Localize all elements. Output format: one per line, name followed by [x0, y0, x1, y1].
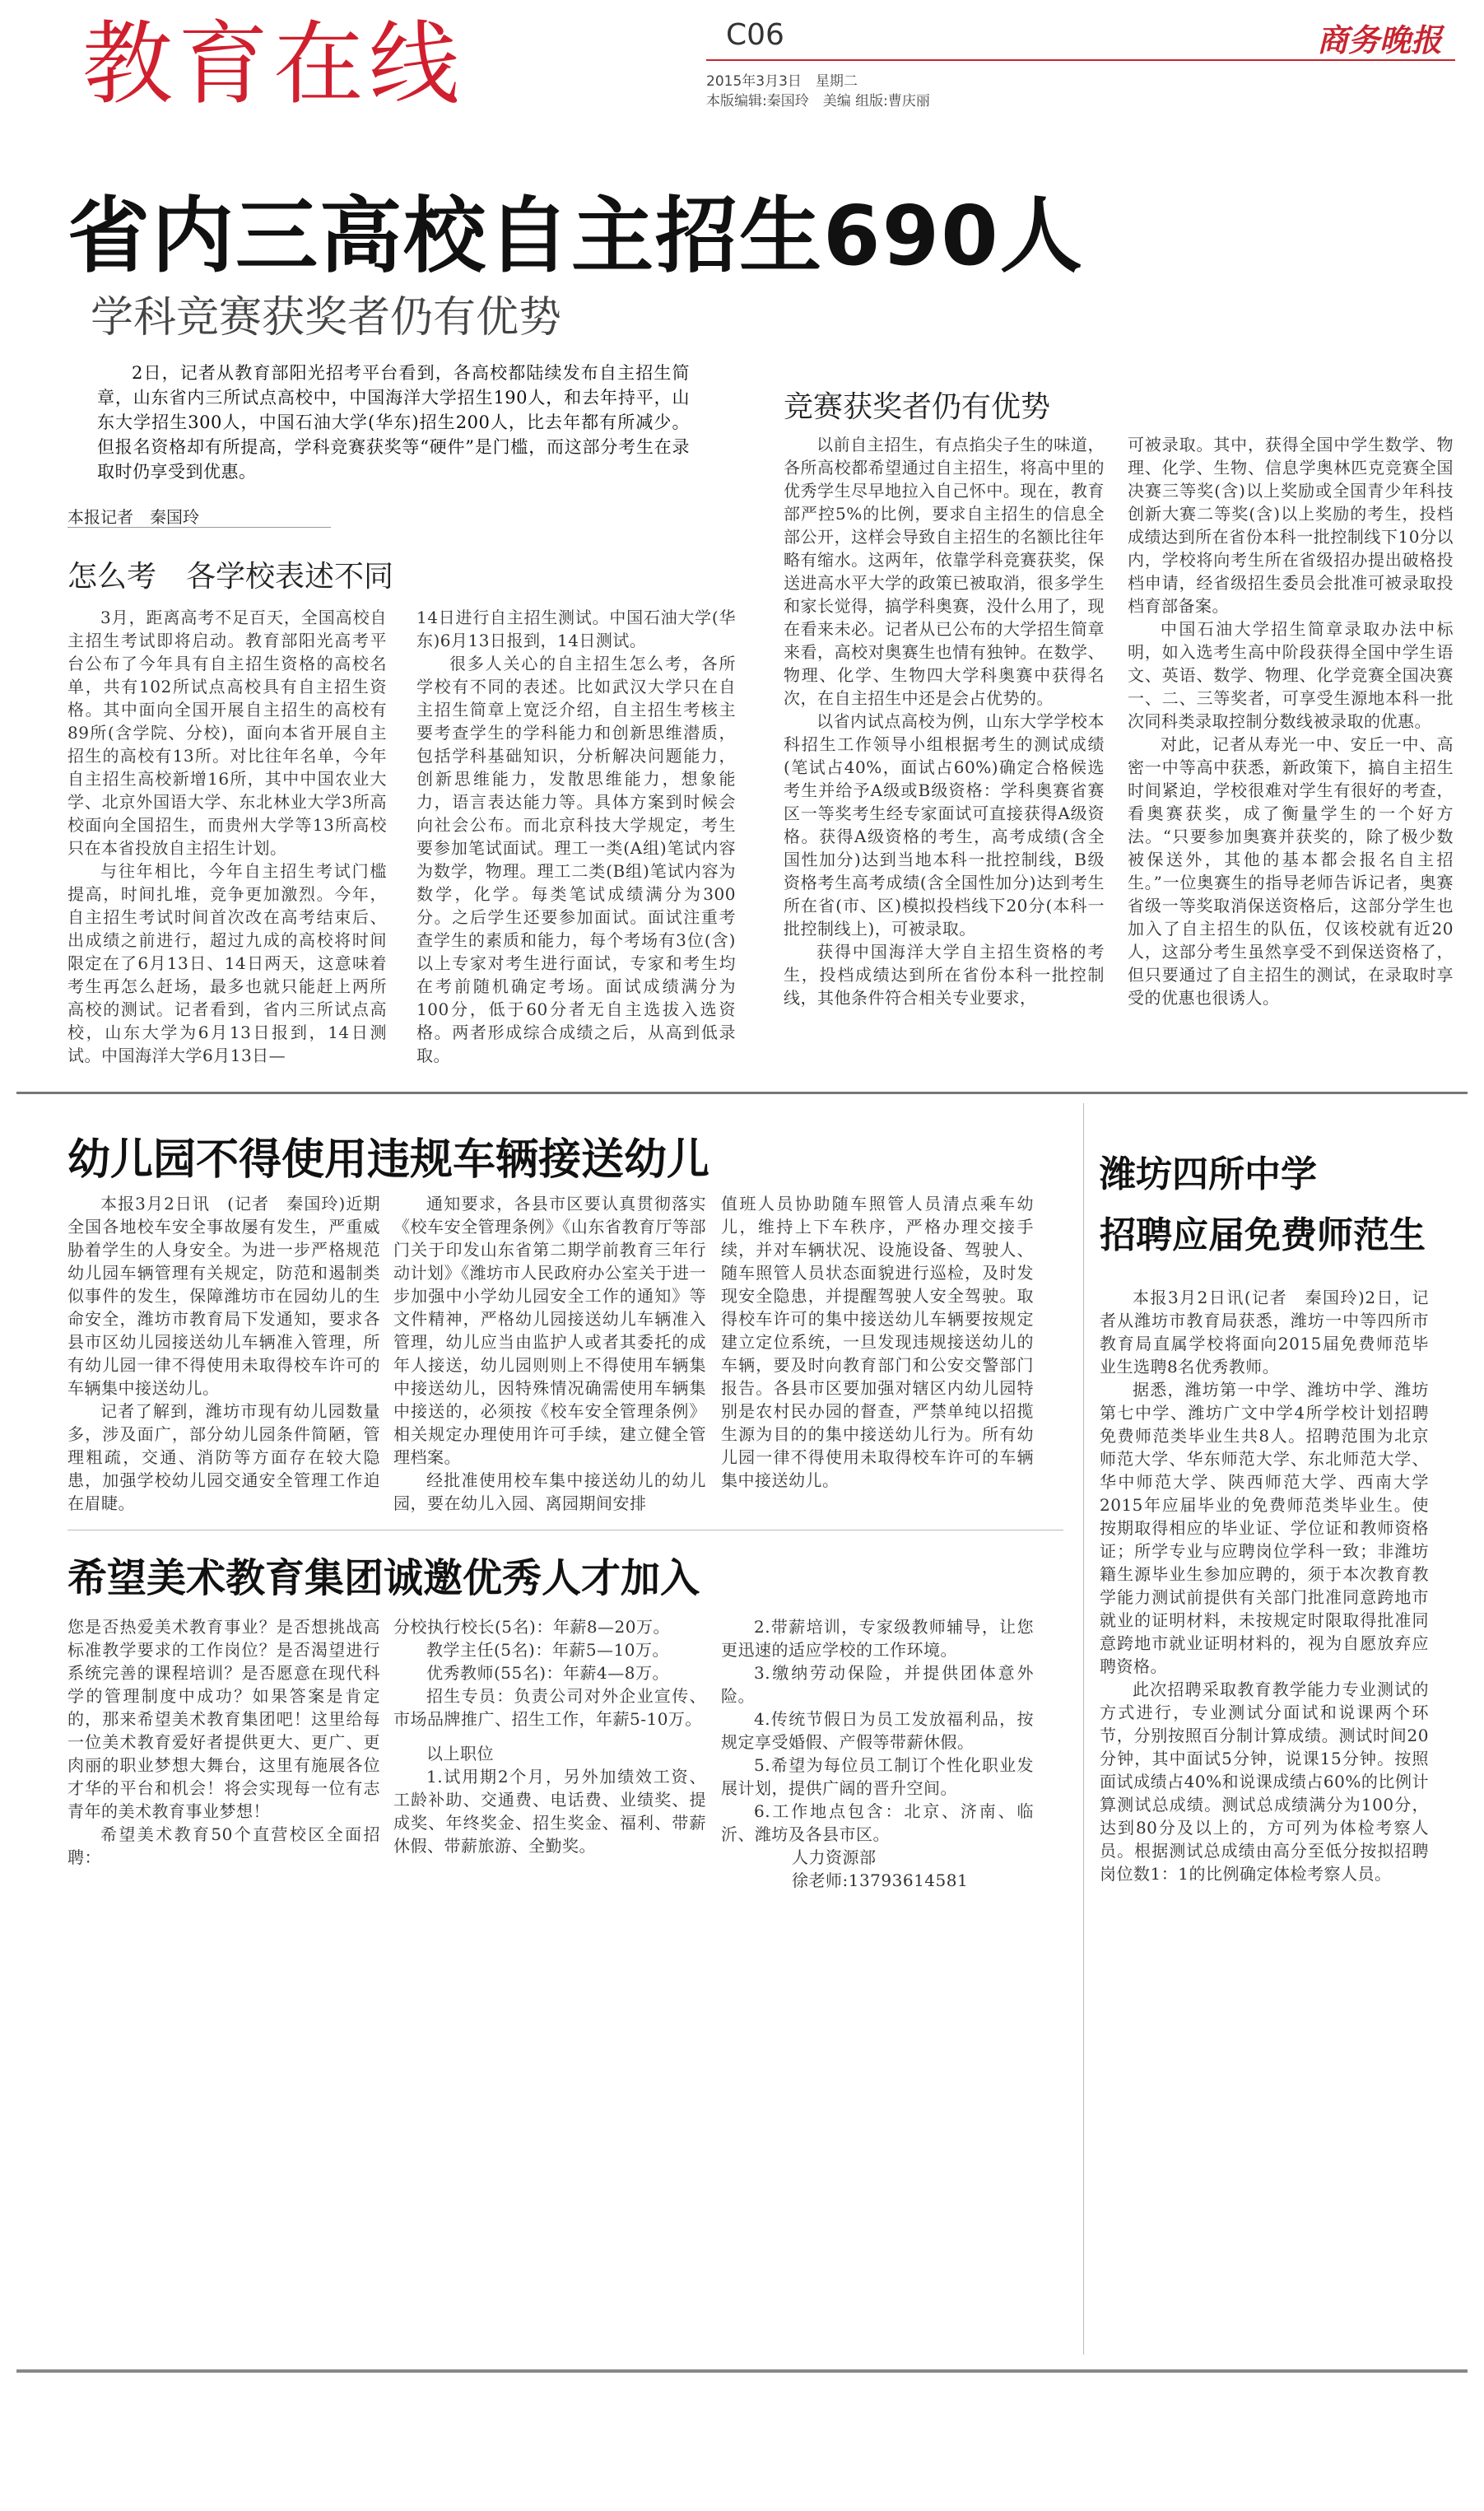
paragraph: 招生专员：负责公司对外企业宣传、市场品牌推广、招生工作，年薪5-10万。 — [393, 1686, 706, 1729]
section2-title: 竞赛获奖者仍有优势 — [784, 390, 1051, 424]
paragraph: 获得中国海洋大学自主招生资格的考生，投档成绩达到所在省份本科一批控制线，其他条件符合相关专业要求， — [784, 942, 1105, 1008]
editor-credits: 本版编辑:秦国玲 美编 组版:曹庆丽 — [706, 93, 930, 109]
paragraph: 与往年相比，今年自主招生考试门槛提高，时间扎堆，竞争更加激烈。今年，自主招生考试时间首次改在高考结束后、出成绩之前进行，超过九成的高校将时间限定在了6月13日、14日两天，这意味着考生再怎么赶场，最多也就只能赶上两所高校的测试。记者看到，省内三所试点高校，山东大学为6月13日报到，14日测试。中国海洋大学6月13日— — [67, 861, 387, 1065]
paragraph: 记者了解到，潍坊市现有幼儿园数量多，涉及面广，部分幼儿园条件简陋，管理粗疏，交通、消防等方面存在较大隐患，加强学校幼儿园交通安全管理工作迫在眉睫。 — [67, 1401, 380, 1513]
paragraph: 值班人员协助随车照管人员清点乘车幼儿，维持上下车秩序，严格办理交接手续，并对车辆状况、设施设备、驾驶人、随车照管人员状态面貌进行巡检，及时发现安全隐患，并提醒驾驶人安全驾驶。取得校车许可的集中接送幼儿车辆要按规定建立定位系统，一旦发现违规接送幼儿的车辆，要及时向教育部门和公安交警部门报告。各县市区要加强对辖区内幼儿园特别是农村民办园的督查，严禁单纯以招揽生源为目的的集中接送幼儿行为。所有幼儿园一律不得使用未取得校车许可的车辆集中接送幼儿。 — [721, 1194, 1034, 1490]
paragraph: 教学主任(5名)：年薪5—10万。 — [426, 1640, 670, 1660]
paragraph: 优秀教师(55名)：年薪4—8万。 — [426, 1663, 670, 1683]
paragraph: 1.试用期2个月，另外加绩效工资、工龄补助、交通费、电话费、业绩奖、提成奖、年终奖金、招生奖金、福利、带薪休假、带薪旅游、全勤奖。 — [393, 1767, 706, 1856]
section-divider — [16, 1092, 1468, 1094]
paragraph: 对此，记者从寿光一中、安丘一中、高密一中等高中获悉，新政策下，搞自主招生时间紧迫，学校很难对学生有很好的考查，看奥赛获奖，成了衡量学生的一个好方法。“只要参加奥赛并获奖的，除了极少数被保送外，其他的基本都会报名自主招生。”一位奥赛生的指导老师告诉记者，奥赛省级一等奖取消保送资格后，这部分学生也加入了自主招生的队伍，仅该校就有近20人，这部分考生虽然享受不到保送资格了，但只要通过了自主招生的测试，在录取时享受的优惠也很诱人。 — [1128, 734, 1454, 1008]
contact-person: 徐老师:13793614581 — [792, 1870, 969, 1890]
article3-divider — [1083, 1103, 1084, 2355]
header-rule — [706, 59, 1455, 61]
paragraph: 6.工作地点包含：北京、济南、临沂、潍坊及各县市区。 — [721, 1801, 1034, 1844]
paragraph: 此次招聘采取教育教学能力专业测试的方式进行，专业测试分面试和说课两个环节，分别按照百分制计算成绩。测试时间20分钟，其中面试5分钟，说课15分钟。按照面试成绩占40%和说课成绩占60%的比例计算测试总成绩。测试总成绩满分为100分，达到80分及以上的，方可列为体检考察人员。根据测试总成绩由高分至低分按拟招聘岗位数1：1的比例确定体检考察人员。 — [1100, 1679, 1429, 1884]
article3-headline-line2: 招聘应届免费师范生 — [1100, 1214, 1426, 1256]
byline-rule — [67, 527, 331, 528]
section-title: 教育在线 — [82, 12, 464, 117]
section1-col1 — [67, 606, 387, 1067]
article4-col3 — [721, 1615, 1034, 1892]
section1-col2 — [416, 606, 736, 1067]
lead-paragraph — [97, 361, 690, 484]
contact-dept: 人力资源部 — [792, 1847, 877, 1867]
article2-col3 — [721, 1192, 1034, 1492]
paragraph: 以前自主招生，有点掐尖子生的味道，各所高校都希望通过自主招生，将高中里的优秀学生尽早地拉入自己怀中。现在，教育部严控5%的比例，要求自主招生的信息全部公开，这样会导致自主招生的名额比往年略有缩水。这两年，依靠学科竞赛获奖，保送进高水平大学的政策已被取消，很多学生和家长觉得，搞学科奥赛，没什么用了，现在看来未必。记者从已公布的大学招生简章来看，高校对奥赛生也情有独钟。在数学、物理、化学、生物四大学科奥赛中获得名次，在自主招生中还是会占优势的。 — [784, 435, 1105, 708]
paragraph: 5.希望为每位员工制订个性化职业发展计划，提供广阔的晋升空间。 — [721, 1755, 1034, 1798]
article2-col2 — [393, 1192, 706, 1515]
page-bottom-rule — [16, 2369, 1468, 2373]
article4-col1 — [67, 1615, 380, 1869]
paragraph: 可被录取。其中，获得全国中学生数学、物理、化学、生物、信息学奥林匹克竞赛全国决赛三等奖(含)以上奖励或全国青少年科技创新大赛二等奖(含)以上奖励的考生，投档成绩达到所在省份本科一批控制线下10分以内，学校将向考生所在省级招办提出破格投档申请，经省级招生委员会批准可被录取投档育部备案。 — [1128, 435, 1454, 616]
paragraph: 4.传统节假日为员工发放福利品，按规定享受婚假、产假等带薪休假。 — [721, 1709, 1034, 1752]
page-number: C06 — [726, 18, 784, 52]
paragraph: 希望美术教育50个直营校区全面招聘： — [67, 1824, 380, 1867]
paragraph: 以上职位 — [426, 1744, 494, 1763]
section1-title: 怎么考 各学校表述不同 — [67, 560, 394, 594]
article3-headline-line1: 潍坊四所中学 — [1100, 1153, 1317, 1195]
article4-col2 — [393, 1615, 706, 1857]
article3-body — [1100, 1286, 1429, 1885]
paragraph: 分校执行校长(5名)：年薪8—20万。 — [393, 1617, 671, 1637]
paragraph: 3.缴纳劳动保险，并提供团体意外险。 — [721, 1663, 1034, 1706]
paragraph: 您是否热爱美术教育事业？是否想挑战高标准教学要求的工作岗位？是否渴望进行系统完善的课程培训？是否愿意在现代科学的管理制度中成功？如果答案是肯定的，那来希望美术教育集团吧！这里给每一位美术教育爱好者提供更大、更广、更肉丽的职业梦想大舞台，这里有施展各位才华的平台和机会！将会实现每一位有志青年的美术教育事业梦想！ — [67, 1617, 380, 1821]
paragraph: 3月，距离高考不足百天，全国高校自主招生考试即将启动。教育部阳光高考平台公布了今年具有自主招生资格的高校名单，共有102所试点高校具有自主招生资格。其中面向全国开展自主招生的高校有89所(含学院、分校)，面向本省开展自主招生的高校有13所。对比往年名单，今年自主招生高校新增16所，其中中国农业大学、北京外国语大学、东北林业大学3所高校面向全国招生，而贵州大学等13所高校只在本省投放自主招生计划。 — [67, 608, 387, 858]
article4-headline: 希望美术教育集团诚邀优秀人才加入 — [67, 1555, 700, 1601]
paragraph: 本报3月2日讯(记者 秦国玲)2日，记者从潍坊市教育局获悉，潍坊一中等四所市教育局直属学校将面向2015届免费师范毕业生选聘8名优秀教师。 — [1100, 1288, 1429, 1377]
article2-headline: 幼儿园不得使用违规车辆接送幼儿 — [67, 1135, 710, 1185]
masthead-logo: 商务晚报 — [1317, 21, 1443, 58]
paragraph: 通知要求，各县市区要认真贯彻落实《校车安全管理条例》《山东省教育厅等部门关于印发山东省第二期学前教育三年行动计划》《潍坊市人民政府办公室关于进一步加强中小学幼儿园安全工作的通知》等文件精神，严格幼儿园接送幼儿车辆准入管理，幼儿应当由监护人或者其委托的成年人接送，幼儿园则则上不得使用车辆集中接送幼儿，因特殊情况确需使用车辆集中接送的，必须按《校车安全管理条例》相关规定办理使用许可手续，建立健全管理档案。 — [393, 1194, 706, 1467]
paragraph: 中国石油大学招生简章录取办法中标明，如入选考生高中阶段获得全国中学生语文、英语、数学、物理、化学竞赛全国决赛一、二、三等奖者，可享受生源地本科一批次同科类录取控制分数线被录取的优惠。 — [1128, 619, 1454, 731]
paragraph: 很多人关心的自主招生怎么考，各所学校有不同的表述。比如武汉大学只在自主招生简章上宽泛介绍，自主招生考核主要考查学生的学科能力和创新思维潜质，包括学科基础知识，分析解决问题能力，创新思维能力，发散思维能力，想象能力，语言表达能力等。具体方案到时候会向社会公布。而北京科技大学规定，考生要参加笔试面试。理工一类(A组)笔试内容为数学，物理。理工二类(B组)笔试内容为数学，化学。每类笔试成绩满分为300分。之后学生还要参加面试。面试注重考查学生的素质和能力，每个考场有3位(含)以上专家对考生进行面试，专家和考生均在考前随机确定考场。面试成绩满分为100分，低于60分者无自主选拔入选资格。两者形成综合成绩之后，从高到低录取。 — [416, 654, 736, 1065]
section2-col1 — [784, 433, 1105, 1009]
byline: 本报记者 秦国玲 — [67, 507, 199, 527]
paragraph: 14日进行自主招生测试。中国石油大学(华东)6月13日报到，14日测试。 — [416, 608, 736, 650]
paragraph: 本报3月2日讯 (记者 秦国玲)近期全国各地校车安全事故屡有发生，严重威胁着学生的人身安全。为进一步严格规范幼儿园车辆管理有关规定，防范和遏制类似事件的发生，保障潍坊市在园幼儿的生命安全，潍坊市教育局下发通知，要求各县市区幼儿园接送幼儿车辆准入管理，所有幼儿园一律不得使用未取得校车许可的车辆集中接送幼儿。 — [67, 1194, 380, 1398]
issue-date: 2015年3月3日 星期二 — [706, 73, 858, 90]
lead-text: 2日，记者从教育部阳光招考平台看到，各高校都陆续发布自主招生简章，山东省内三所试点高校中，中国海洋大学招生190人，和去年持平，山东大学招生300人，中国石油大学(华东)招生200人，比去年都有所减少。但报名资格却有所提高，学科竞赛获奖等“硬件”是门槛，而这部分考生在录取时仍享受到优惠。 — [97, 363, 690, 482]
paragraph: 2.带薪培训，专家级教师辅导，让您更迅速的适应学校的工作环境。 — [721, 1617, 1034, 1660]
paragraph: 经批准使用校车集中接送幼儿的幼儿园，要在幼儿入园、离园期间安排 — [393, 1470, 706, 1513]
main-subheadline: 学科竞赛获奖者仍有优势 — [91, 293, 562, 342]
main-headline: 省内三高校自主招生690人 — [67, 188, 1084, 284]
article2-col1 — [67, 1192, 380, 1515]
paragraph: 以省内试点高校为例，山东大学学校本科招生工作领导小组根据考生的测试成绩(笔试占40%，面试占60%)确定合格候选考生并给予A级或B级资格：学科奥赛省赛区一等奖考生经专家面试可直接获得A级资格。获得A级资格的考生，高考成绩(含全国性加分)达到当地本科一批控制线，B级资格考生高考成绩(含全国性加分)达到考生所在省(市、区)模拟投档线下20分(本科一批控制线上)，可被录取。 — [784, 711, 1105, 939]
paragraph: 据悉，潍坊第一中学、潍坊中学、潍坊第七中学、潍坊广文中学4所学校计划招聘免费师范类毕业生共8人。招聘范围为北京师范大学、华东师范大学、东北师范大学、华中师范大学、陕西师范大学、西南大学2015年应届毕业的免费师范类毕业生。使按期取得相应的毕业证、学位证和教师资格证；所学专业与应聘岗位学科一致；非潍坊籍生源毕业生参加应聘的，须于本次教育教学能力测试前提供有关部门批准同意跨地市就业的证明材料，未按规定时限取得批准同意跨地市就业证明材料的，视为自愿放弃应聘资格。 — [1100, 1380, 1429, 1676]
section2-col2 — [1128, 433, 1454, 1009]
